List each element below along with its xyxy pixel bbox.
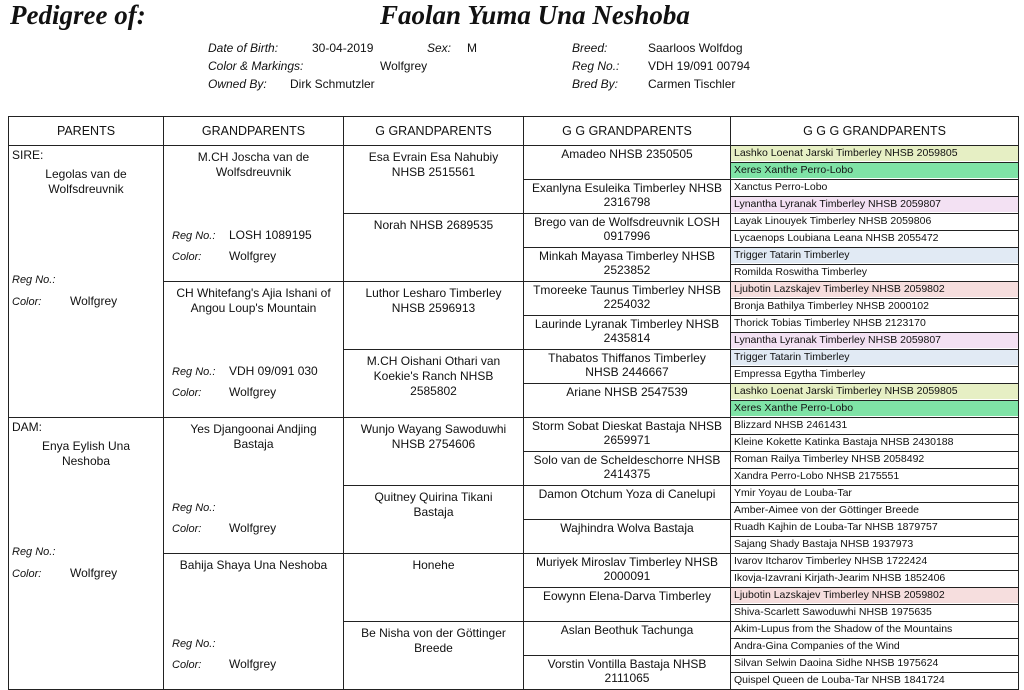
g-grandparent-name: Quitney Quirina Tikani Bastaja — [374, 490, 493, 519]
info-color — [208, 57, 427, 75]
table-row — [9, 418, 1019, 435]
ggg-grandparent-cell — [731, 384, 1019, 401]
ggg-grandparent-cell — [731, 401, 1019, 418]
grandparent-cell — [164, 282, 344, 418]
grandparent-cell — [164, 554, 344, 690]
gg-grandparent-cell — [524, 350, 731, 384]
grandparent-cell-inner — [164, 418, 343, 546]
parent-cell-inner — [9, 418, 163, 674]
grandparent-color — [172, 385, 276, 401]
dog-name-title: Faolan Yuma Una Neshoba — [380, 0, 690, 30]
gg-grandparent-cell — [524, 554, 731, 588]
g-grandparent-cell — [344, 418, 524, 486]
ggg-grandparent-name: Blizzard NHSB 2461431 — [734, 419, 848, 431]
g-grandparent-cell — [344, 554, 524, 622]
g-grandparent-name: Luthor Lesharo Timberley NHSB 2596913 — [365, 286, 502, 315]
g-grandparent-cell — [344, 350, 524, 418]
ggg-grandparent-cell — [731, 248, 1019, 265]
gg-grandparent-name: Amadeo NHSB 2350505 — [561, 147, 693, 161]
ggg-grandparent-cell — [731, 571, 1019, 588]
g-grandparent-name: M.CH Oishani Othari van Koekie's Ranch NHSB 2585802 — [366, 354, 501, 398]
color-value: Wolfgrey — [380, 59, 428, 73]
gg-grandparent-cell — [524, 622, 731, 656]
grandparent-name: Bahija Shaya Una Neshoba — [179, 558, 328, 572]
grandparent-cell-inner — [164, 146, 343, 274]
grandparent-name: CH Whitefang's Ajia Ishani of Angou Loup's Mountain — [176, 286, 331, 315]
ggg-grandparent-name: Andra-Gina Companies of the Wind — [734, 640, 900, 652]
grandparent-reg — [172, 500, 229, 516]
ggg-grandparent-name: Ivarov Itcharov Timberley NHSB 1722424 — [734, 555, 928, 567]
g-grandparent-cell — [344, 486, 524, 554]
gg-grandparent-name: Brego van de Wolfsdreuvnik LOSH 0917996 — [534, 215, 720, 243]
gg-grandparent-cell — [524, 214, 731, 248]
reg-label: Reg No.: — [572, 59, 620, 73]
gg-grandparent-name: Damon Otchum Yoza di Canelupi — [538, 487, 716, 501]
ggg-grandparent-cell — [731, 316, 1019, 333]
gg-grandparent-name: Aslan Beothuk Tachunga — [560, 623, 694, 637]
gg-grandparent-name: Muriyek Miroslav Timberley NHSB 2000091 — [535, 555, 719, 583]
gg-grandparent-cell — [524, 384, 731, 418]
ggg-grandparent-name: Akim-Lupus from the Shadow of the Mountains — [734, 623, 953, 635]
ggg-grandparent-cell — [731, 418, 1019, 435]
bredby-value: Carmen Tischler — [648, 77, 736, 91]
col-header-grandparents: GRANDPARENTS — [164, 117, 344, 146]
ggg-grandparent-name: Romilda Roswitha Timberley — [734, 266, 868, 278]
ggg-grandparent-cell — [731, 605, 1019, 622]
parent-name: Enya Eylish Una Neshoba — [41, 439, 131, 468]
gg-grandparent-cell — [524, 520, 731, 554]
parent-color — [12, 566, 117, 580]
grandparent-reg-label: Reg No.: — [172, 638, 216, 650]
g-grandparent-name: Honehe — [412, 558, 455, 572]
grandparent-color-label: Color: — [172, 387, 202, 399]
grandparent-color — [172, 249, 276, 265]
ggg-grandparent-cell — [731, 367, 1019, 384]
parent-reg — [12, 272, 70, 286]
reg-value: VDH 19/091 00794 — [648, 59, 751, 73]
ggg-grandparent-cell — [731, 146, 1019, 163]
parent-color-label: Color: — [12, 296, 42, 308]
ggg-grandparent-name: Trigger Tatarin Timberley — [731, 350, 1018, 365]
gg-grandparent-cell — [524, 656, 731, 690]
ggg-grandparent-name: Amber-Aimee von der Göttinger Breede — [734, 504, 920, 516]
parent-reg-label: Reg No.: — [12, 274, 56, 286]
grandparent-color-value: Wolfgrey — [229, 249, 277, 263]
gg-grandparent-name: Tmoreeke Taunus Timberley NHSB 2254032 — [533, 283, 721, 311]
ggg-grandparent-cell — [731, 435, 1019, 452]
sex-label: Sex: — [427, 41, 452, 55]
gg-grandparent-cell — [524, 486, 731, 520]
ggg-grandparent-name: Shiva-Scarlett Sawoduwhi NHSB 1975635 — [734, 606, 932, 618]
ggg-grandparent-name: Lycaenops Loubiana Leana NHSB 2055472 — [734, 232, 939, 244]
grandparent-color-value: Wolfgrey — [229, 521, 277, 535]
parent-reg — [12, 544, 70, 558]
ggg-grandparent-name: Thorick Tobias Timberley NHSB 2123170 — [734, 317, 926, 329]
ggg-grandparent-cell — [731, 282, 1019, 299]
col-header-gg-grandparents: G G GRANDPARENTS — [524, 117, 731, 146]
g-grandparent-cell — [344, 214, 524, 282]
ggg-grandparent-name: Ljubotin Lazskajev Timberley NHSB 2059802 — [731, 588, 1018, 603]
breed-label: Breed: — [572, 41, 608, 55]
ggg-grandparent-name: Lynantha Lyranak Timberley NHSB 2059807 — [731, 333, 1018, 348]
gg-grandparent-cell — [524, 282, 731, 316]
grandparent-reg — [172, 228, 312, 244]
ggg-grandparent-name: Lynantha Lyranak Timberley NHSB 2059807 — [731, 197, 1018, 212]
gg-grandparent-name: Eowynn Elena-Darva Timberley — [542, 589, 712, 603]
grandparent-cell-inner — [164, 554, 343, 682]
g-grandparent-name: Esa Evrain Esa Nahubiy NHSB 2515561 — [368, 150, 499, 179]
gg-grandparent-name: Minkah Mayasa Timberley NHSB 2523852 — [538, 249, 716, 277]
grandparent-reg — [172, 636, 229, 652]
table-row — [9, 146, 1019, 163]
ggg-grandparent-cell — [731, 180, 1019, 197]
ggg-grandparent-cell — [731, 214, 1019, 231]
ggg-grandparent-cell — [731, 265, 1019, 282]
info-bredby — [572, 75, 735, 93]
parent-cell — [9, 146, 164, 418]
ggg-grandparent-name: Layak Linouyek Timberley NHSB 2059806 — [734, 215, 932, 227]
col-header-g-grandparents: G GRANDPARENTS — [344, 117, 524, 146]
grandparent-reg-value: LOSH 1089195 — [229, 228, 312, 242]
ggg-grandparent-name: Sajang Shady Bastaja NHSB 1937973 — [734, 538, 914, 550]
bredby-label: Bred By: — [572, 77, 619, 91]
parent-cell-inner — [9, 146, 163, 402]
grandparent-reg-label: Reg No.: — [172, 366, 216, 378]
parent-cell — [9, 418, 164, 690]
ggg-grandparent-name: Bronja Bathilya Timberley NHSB 2000102 — [734, 300, 929, 312]
ggg-grandparent-cell — [731, 350, 1019, 367]
gg-grandparent-cell — [524, 180, 731, 214]
breed-value: Saarloos Wolfdog — [648, 41, 743, 55]
ggg-grandparent-cell — [731, 333, 1019, 350]
ggg-grandparent-name: Ruadh Kajhin de Louba-Tar NHSB 1879757 — [734, 521, 938, 533]
dob-value: 30-04-2019 — [312, 41, 374, 55]
ggg-grandparent-name: Roman Railya Timberley NHSB 2058492 — [734, 453, 925, 465]
ggg-grandparent-cell — [731, 231, 1019, 248]
column-header-row — [9, 117, 1019, 146]
ggg-grandparent-name: Trigger Tatarin Timberley — [731, 248, 1018, 263]
ggg-grandparent-cell — [731, 452, 1019, 469]
gg-grandparent-name: Ariane NHSB 2547539 — [566, 385, 688, 399]
gg-grandparent-cell — [524, 146, 731, 180]
ggg-grandparent-name: Ljubotin Lazskajev Timberley NHSB 2059802 — [731, 282, 1018, 297]
parent-role: SIRE: — [12, 148, 44, 162]
grandparent-reg-value: VDH 09/091 030 — [229, 364, 318, 378]
ggg-grandparent-name: Xeres Xanthe Perro-Lobo — [731, 163, 1018, 178]
gg-grandparent-name: Thabatos Thiffanos Timberley NHSB 2446667 — [548, 351, 706, 379]
gg-grandparent-name: Storm Sobat Dieskat Bastaja NHSB 2659971 — [531, 419, 723, 447]
info-dob — [208, 39, 373, 57]
pedigree-table — [8, 116, 1019, 690]
grandparent-color — [172, 521, 276, 537]
info-breed — [572, 39, 743, 57]
ggg-grandparent-cell — [731, 622, 1019, 639]
ggg-grandparent-name: Xandra Perro-Lobo NHSB 2175551 — [734, 470, 900, 482]
dob-label: Date of Birth: — [208, 41, 279, 55]
ggg-grandparent-name: Ikovja-Izavrani Kirjath-Jearim NHSB 1852406 — [734, 572, 946, 584]
grandparent-color-label: Color: — [172, 523, 202, 535]
parent-role: DAM: — [12, 420, 42, 434]
ggg-grandparent-name: Xeres Xanthe Perro-Lobo — [731, 401, 1018, 416]
grandparent-reg-label: Reg No.: — [172, 502, 216, 514]
ggg-grandparent-name: Quispel Queen de Louba-Tar NHSB 1841724 — [734, 674, 945, 686]
ggg-grandparent-name: Lashko Loenat Jarski Timberley NHSB 2059805 — [731, 384, 1018, 399]
parent-name: Legolas van de Wolfsdreuvnik — [45, 167, 127, 196]
col-header-parents: PARENTS — [9, 117, 164, 146]
ggg-grandparent-cell — [731, 520, 1019, 537]
grandparent-color-label: Color: — [172, 659, 202, 671]
ggg-grandparent-name: Ymir Yoyau de Louba-Tar — [734, 487, 852, 499]
ggg-grandparent-name: Empressa Egytha Timberley — [734, 368, 866, 380]
grandparent-color-value: Wolfgrey — [229, 385, 277, 399]
info-reg — [572, 57, 750, 75]
ggg-grandparent-cell — [731, 299, 1019, 316]
ggg-grandparent-cell — [731, 163, 1019, 180]
ggg-grandparent-cell — [731, 639, 1019, 656]
gg-grandparent-name: Wajhindra Wolva Bastaja — [560, 521, 694, 535]
gg-grandparent-cell — [524, 588, 731, 622]
grandparent-reg-label: Reg No.: — [172, 230, 216, 242]
grandparent-color-label: Color: — [172, 251, 202, 263]
ggg-grandparent-name: Xanctus Perro-Lobo — [734, 181, 828, 193]
gg-grandparent-cell — [524, 418, 731, 452]
ggg-grandparent-cell — [731, 197, 1019, 214]
gg-grandparent-name: Laurinde Lyranak Timberley NHSB 2435814 — [534, 317, 720, 345]
grandparent-color-value: Wolfgrey — [229, 657, 277, 671]
grandparent-cell-inner — [164, 282, 343, 410]
grandparent-color — [172, 657, 276, 673]
g-grandparent-cell — [344, 622, 524, 690]
grandparent-cell — [164, 146, 344, 282]
sex-value: M — [467, 41, 477, 55]
pedigree-label: Pedigree of: — [10, 0, 146, 30]
info-owner — [208, 75, 375, 93]
ggg-grandparent-name: Lashko Loenat Jarski Timberley NHSB 2059805 — [731, 146, 1018, 161]
gg-grandparent-name: Exanlyna Esuleika Timberley NHSB 2316798 — [531, 181, 723, 209]
grandparent-name: M.CH Joscha van de Wolfsdreuvnik — [197, 150, 310, 179]
ggg-grandparent-cell — [731, 656, 1019, 673]
owner-label: Owned By: — [208, 77, 267, 91]
parent-color-value: Wolfgrey — [70, 294, 118, 308]
grandparent-reg — [172, 364, 318, 380]
ggg-grandparent-cell — [731, 486, 1019, 503]
owner-value: Dirk Schmutzler — [290, 77, 375, 91]
ggg-grandparent-name: Silvan Selwin Daoina Sidhe NHSB 1975624 — [734, 657, 939, 669]
parent-reg-label: Reg No.: — [12, 546, 56, 558]
gg-grandparent-cell — [524, 316, 731, 350]
g-grandparent-cell — [344, 146, 524, 214]
ggg-grandparent-name: Kleine Kokette Katinka Bastaja NHSB 2430188 — [734, 436, 954, 448]
parent-color-label: Color: — [12, 568, 42, 580]
ggg-grandparent-cell — [731, 673, 1019, 690]
parent-color — [12, 294, 117, 308]
grandparent-cell — [164, 418, 344, 554]
parent-color-value: Wolfgrey — [70, 566, 118, 580]
g-grandparent-cell — [344, 282, 524, 350]
g-grandparent-name: Be Nisha von der Göttinger Breede — [361, 626, 506, 655]
gg-grandparent-name: Vorstin Vontilla Bastaja NHSB 2111065 — [547, 657, 707, 685]
info-sex — [427, 39, 477, 57]
ggg-grandparent-cell — [731, 588, 1019, 605]
gg-grandparent-cell — [524, 452, 731, 486]
ggg-grandparent-cell — [731, 469, 1019, 486]
g-grandparent-name: Wunjo Wayang Sawoduwhi NHSB 2754606 — [360, 422, 507, 451]
ggg-grandparent-cell — [731, 554, 1019, 571]
col-header-ggg-grandparents: G G G GRANDPARENTS — [731, 117, 1019, 146]
gg-grandparent-name: Solo van de Scheldeschorre NHSB 2414375 — [533, 453, 721, 481]
ggg-grandparent-cell — [731, 537, 1019, 554]
g-grandparent-name: Norah NHSB 2689535 — [373, 218, 494, 232]
gg-grandparent-cell — [524, 248, 731, 282]
ggg-grandparent-cell — [731, 503, 1019, 520]
color-label: Color & Markings: — [208, 59, 304, 73]
grandparent-name: Yes Djangoonai Andjing Bastaja — [190, 422, 317, 451]
